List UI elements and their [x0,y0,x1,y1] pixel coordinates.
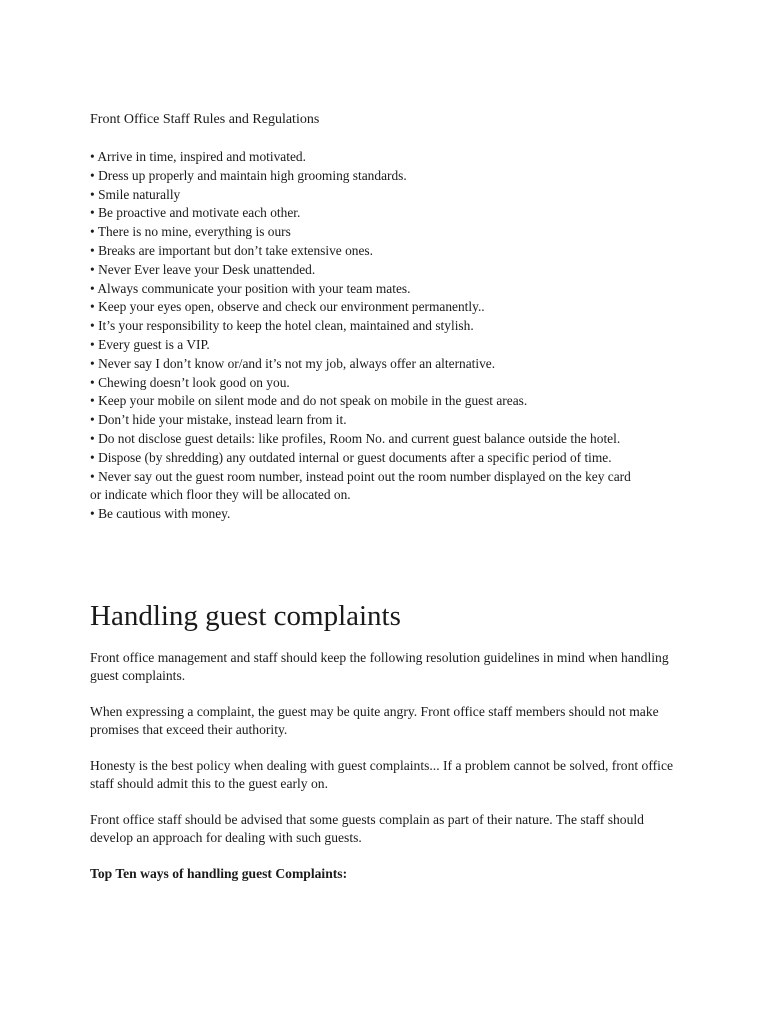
list-item [90,505,635,524]
rule-text: Arrive in time, inspired and motivated. [97,149,306,164]
paragraph: Honesty is the best policy when dealing with guest complaints... If a problem cannot be solved, front office staff should admit this to the guest early on. [90,757,674,791]
section-heading: Handling guest complaints [90,599,401,632]
bullet-icon: • [90,318,95,334]
list-item [90,317,635,336]
list-item [90,336,635,355]
list-item [90,355,635,374]
bullet-icon: • [90,167,95,183]
list-item [90,242,635,261]
list-item [90,280,635,299]
bullet-icon: • [90,468,95,484]
bullet-icon: • [90,205,95,221]
rule-text: It’s your responsibility to keep the hotel clean, maintained and stylish. [98,318,474,334]
list-item [90,411,635,430]
bullet-icon: • [90,224,95,240]
list-item [90,392,635,411]
list-item [90,167,635,186]
rule-text: There is no mine, everything is ours [97,224,291,240]
list-item [90,468,635,506]
rule-text: Dispose (by shredding) any outdated internal or guest documents after a specific period of time. [98,449,612,465]
rule-text: Keep your mobile on silent mode and do not speak on mobile in the guest areas. [98,393,528,409]
list-item [90,449,635,468]
bullet-icon: • [90,412,95,428]
list-item [90,186,635,205]
paragraph: When expressing a complaint, the guest may be quite angry. Front office staff members should not make promises that exceed their authority. [90,703,659,737]
rule-text: Be cautious with money. [98,506,231,522]
bullet-icon: • [90,374,95,390]
bullet-icon: • [90,280,95,296]
bullet-icon: • [90,393,95,409]
rule-text: Always communicate your position with your team mates. [97,280,411,296]
rule-text: Chewing doesn’t look good on you. [98,374,290,390]
rule-text: Never say I don’t know or/and it’s not my job, always offer an alternative. [98,355,496,371]
bullet-icon: • [90,449,95,465]
rule-text: Every guest is a VIP. [98,336,210,352]
list-item [90,261,635,280]
subheading: Top Ten ways of handling guest Complaints: [90,865,348,881]
bullet-icon: • [90,336,95,352]
document-title: Front Office Staff Rules and Regulations [90,112,320,127]
rule-text: Don’t hide your mistake, instead learn from it. [98,412,347,428]
bullet-icon: • [90,261,95,277]
list-item [90,430,635,449]
rule-text: Never Ever leave your Desk unattended. [98,261,316,277]
list-item [90,204,635,223]
paragraph: Front office staff should be advised that some guests complain as part of their nature. The staff should develop an approach for dealing with such guests. [90,811,644,845]
bullet-icon: • [90,506,95,522]
document-page [90,111,690,883]
paragraph: Front office management and staff should keep the following resolution guidelines in mind when handling guest complaints. [90,649,669,683]
bullet-icon: • [90,299,95,315]
rule-text: Never say out the guest room number, instead point out the room number displayed on the key card or indicate which floor they will be allocated on. [90,468,631,503]
list-item [90,223,635,242]
rule-text: Keep your eyes open, observe and check our environment permanently.. [98,299,485,315]
rule-text: Dress up properly and maintain high grooming standards. [98,167,407,183]
rule-text: Smile naturally [98,186,181,202]
list-item [90,148,635,167]
rule-text: Breaks are important but don’t take extensive ones. [98,242,373,258]
bullet-icon: • [90,430,95,446]
rule-text: Do not disclose guest details: like profiles, Room No. and current guest balance outside the hotel. [98,430,621,446]
bullet-icon: • [90,149,95,164]
rule-text: Be proactive and motivate each other. [98,205,301,221]
bullet-icon: • [90,186,95,202]
bullet-icon: • [90,242,95,258]
list-item [90,374,635,393]
list-item [90,298,635,317]
rules-list [90,148,690,524]
bullet-icon: • [90,355,95,371]
